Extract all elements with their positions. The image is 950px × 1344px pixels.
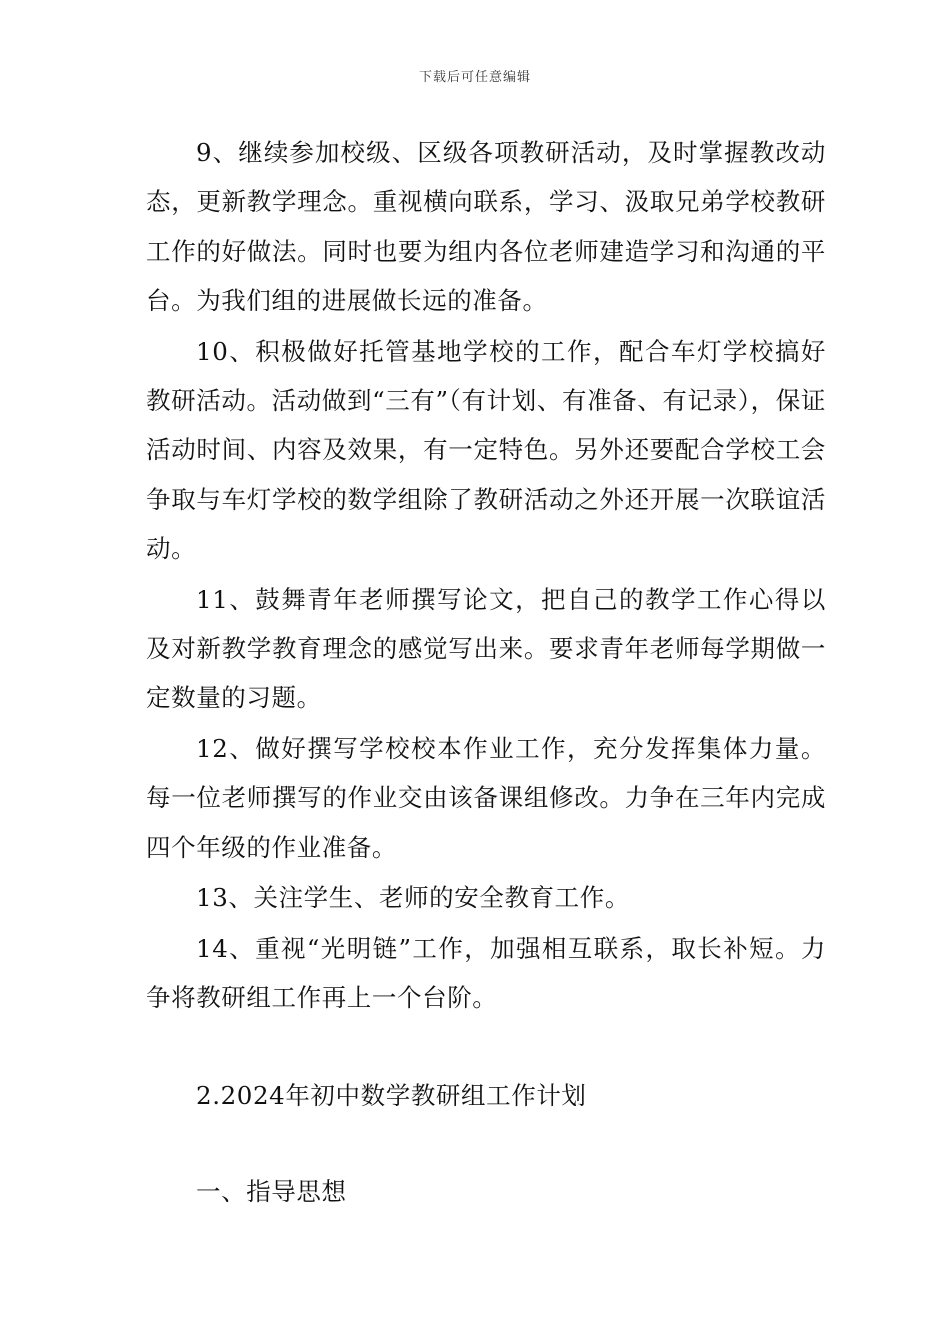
paragraph-item-10: 10、积极做好托管基地学校的工作，配合车灯学校搞好教研活动。活动做到“三有”（有计划、有准备、有记录），保证活动时间、内容及效果，有一定特色。另外还要配合学校工会争取与车灯学校的数学组除了教研活动之外还开展一次联谊活动。 xyxy=(146,336,826,564)
paragraph-item-12: 12、做好撰写学校校本作业工作，充分发挥集体力量。每一位老师撰写的作业交由该备课组修改。力争在三年内完成四个年级的作业准备。 xyxy=(146,733,826,862)
header-note: 下载后可任意编辑 xyxy=(418,70,531,85)
document-body xyxy=(146,128,826,1023)
paragraph-item-9: 9、继续参加校级、区级各项教研活动，及时掌握教改动态，更新教学理念。重视横向联系，学习、汲取兄弟学校教研工作的好做法。同时也要为组内各位老师建造学习和沟通的平台。为我们组的进展做长远的准备。 xyxy=(146,138,826,316)
paragraph-item-13: 13、关注学生、老师的安全教育工作。 xyxy=(196,883,630,913)
section-title: 2.2024年初中数学教研组工作计划 xyxy=(196,1081,587,1110)
paragraph-item-14: 14、重视“光明链”工作，加强相互联系，取长补短。力争将教研组工作再上一个台阶。 xyxy=(146,933,826,1012)
paragraph-item-11: 11、鼓舞青年老师撰写论文，把自己的教学工作心得以及对新教学教育理念的感觉写出来。要求青年老师每学期做一定数量的习题。 xyxy=(146,584,826,713)
subsection-title: 一、指导思想 xyxy=(196,1177,347,1206)
